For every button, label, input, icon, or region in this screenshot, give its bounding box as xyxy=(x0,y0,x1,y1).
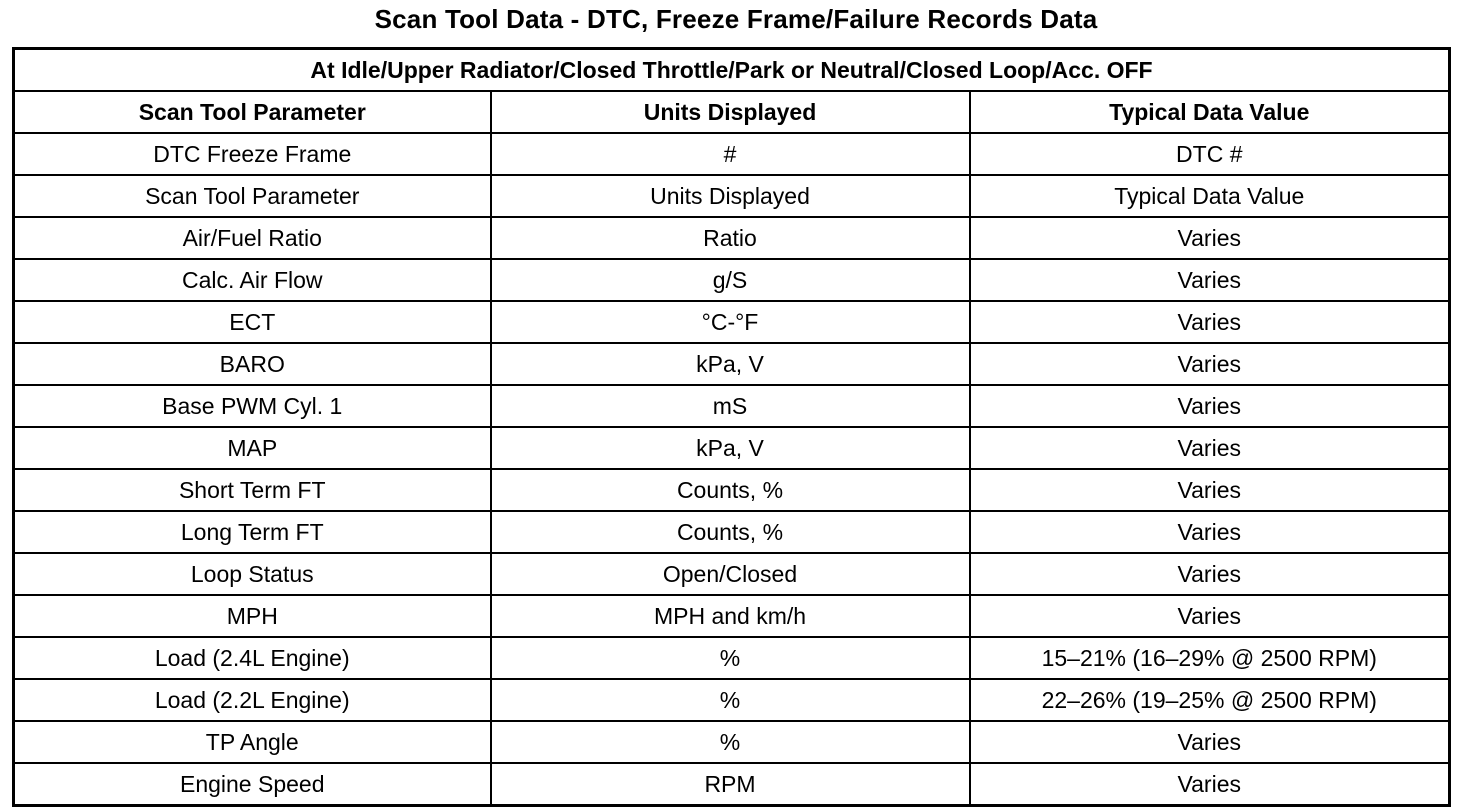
table-row xyxy=(14,721,1450,763)
parameter-cell: DTC Freeze Frame xyxy=(14,133,491,175)
parameter-cell: Base PWM Cyl. 1 xyxy=(14,385,491,427)
parameter-cell: Long Term FT xyxy=(14,511,491,553)
units-cell: MPH and km/h xyxy=(491,595,970,637)
parameter-cell: Scan Tool Parameter xyxy=(14,175,491,217)
value-cell: Varies xyxy=(970,385,1450,427)
units-cell: °C-°F xyxy=(491,301,970,343)
parameter-cell: MPH xyxy=(14,595,491,637)
table-row xyxy=(14,511,1450,553)
conditions-cell: At Idle/Upper Radiator/Closed Throttle/Park or Neutral/Closed Loop/Acc. OFF xyxy=(14,49,1450,92)
value-cell: Varies xyxy=(970,511,1450,553)
units-cell: Open/Closed xyxy=(491,553,970,595)
table-row xyxy=(14,259,1450,301)
units-cell: kPa, V xyxy=(491,427,970,469)
parameter-cell: Air/Fuel Ratio xyxy=(14,217,491,259)
table-row xyxy=(14,175,1450,217)
units-cell: Counts, % xyxy=(491,511,970,553)
units-cell: mS xyxy=(491,385,970,427)
value-cell: 22–26% (19–25% @ 2500 RPM) xyxy=(970,679,1450,721)
units-cell: % xyxy=(491,637,970,679)
parameter-cell: Short Term FT xyxy=(14,469,491,511)
value-cell: Varies xyxy=(970,595,1450,637)
value-cell: Varies xyxy=(970,721,1450,763)
units-cell: kPa, V xyxy=(491,343,970,385)
table-row xyxy=(14,469,1450,511)
table-row xyxy=(14,595,1450,637)
parameter-cell: Load (2.4L Engine) xyxy=(14,637,491,679)
parameter-cell: BARO xyxy=(14,343,491,385)
table-row xyxy=(14,679,1450,721)
table-row xyxy=(14,133,1450,175)
value-cell: Varies xyxy=(970,343,1450,385)
units-cell: % xyxy=(491,679,970,721)
header-units: Units Displayed xyxy=(491,91,970,133)
document-title: Scan Tool Data - DTC, Freeze Frame/Failure Records Data xyxy=(374,4,1098,34)
table-row xyxy=(14,385,1450,427)
units-cell: RPM xyxy=(491,763,970,806)
value-cell: Varies xyxy=(970,301,1450,343)
table-row xyxy=(14,217,1450,259)
units-cell: g/S xyxy=(491,259,970,301)
parameter-cell: Loop Status xyxy=(14,553,491,595)
value-cell: Varies xyxy=(970,427,1450,469)
header-parameter: Scan Tool Parameter xyxy=(14,91,491,133)
header-typical-value: Typical Data Value xyxy=(970,91,1450,133)
parameter-cell: ECT xyxy=(14,301,491,343)
conditions-row xyxy=(14,49,1450,92)
units-cell: Counts, % xyxy=(491,469,970,511)
table-row xyxy=(14,301,1450,343)
header-row xyxy=(14,91,1450,133)
value-cell: Varies xyxy=(970,553,1450,595)
value-cell: Varies xyxy=(970,259,1450,301)
table-row xyxy=(14,553,1450,595)
value-cell: Typical Data Value xyxy=(970,175,1450,217)
value-cell: Varies xyxy=(970,217,1450,259)
parameter-cell: TP Angle xyxy=(14,721,491,763)
parameter-cell: Load (2.2L Engine) xyxy=(14,679,491,721)
units-cell: Units Displayed xyxy=(491,175,970,217)
value-cell: Varies xyxy=(970,469,1450,511)
value-cell: Varies xyxy=(970,763,1450,806)
table-row xyxy=(14,343,1450,385)
table-row xyxy=(14,637,1450,679)
units-cell: % xyxy=(491,721,970,763)
units-cell: # xyxy=(491,133,970,175)
parameter-cell: MAP xyxy=(14,427,491,469)
scan-tool-data-table xyxy=(12,47,1451,807)
table-row xyxy=(14,427,1450,469)
parameter-cell: Engine Speed xyxy=(14,763,491,806)
value-cell: DTC # xyxy=(970,133,1450,175)
table-row xyxy=(14,763,1450,806)
units-cell: Ratio xyxy=(491,217,970,259)
parameter-cell: Calc. Air Flow xyxy=(14,259,491,301)
value-cell: 15–21% (16–29% @ 2500 RPM) xyxy=(970,637,1450,679)
